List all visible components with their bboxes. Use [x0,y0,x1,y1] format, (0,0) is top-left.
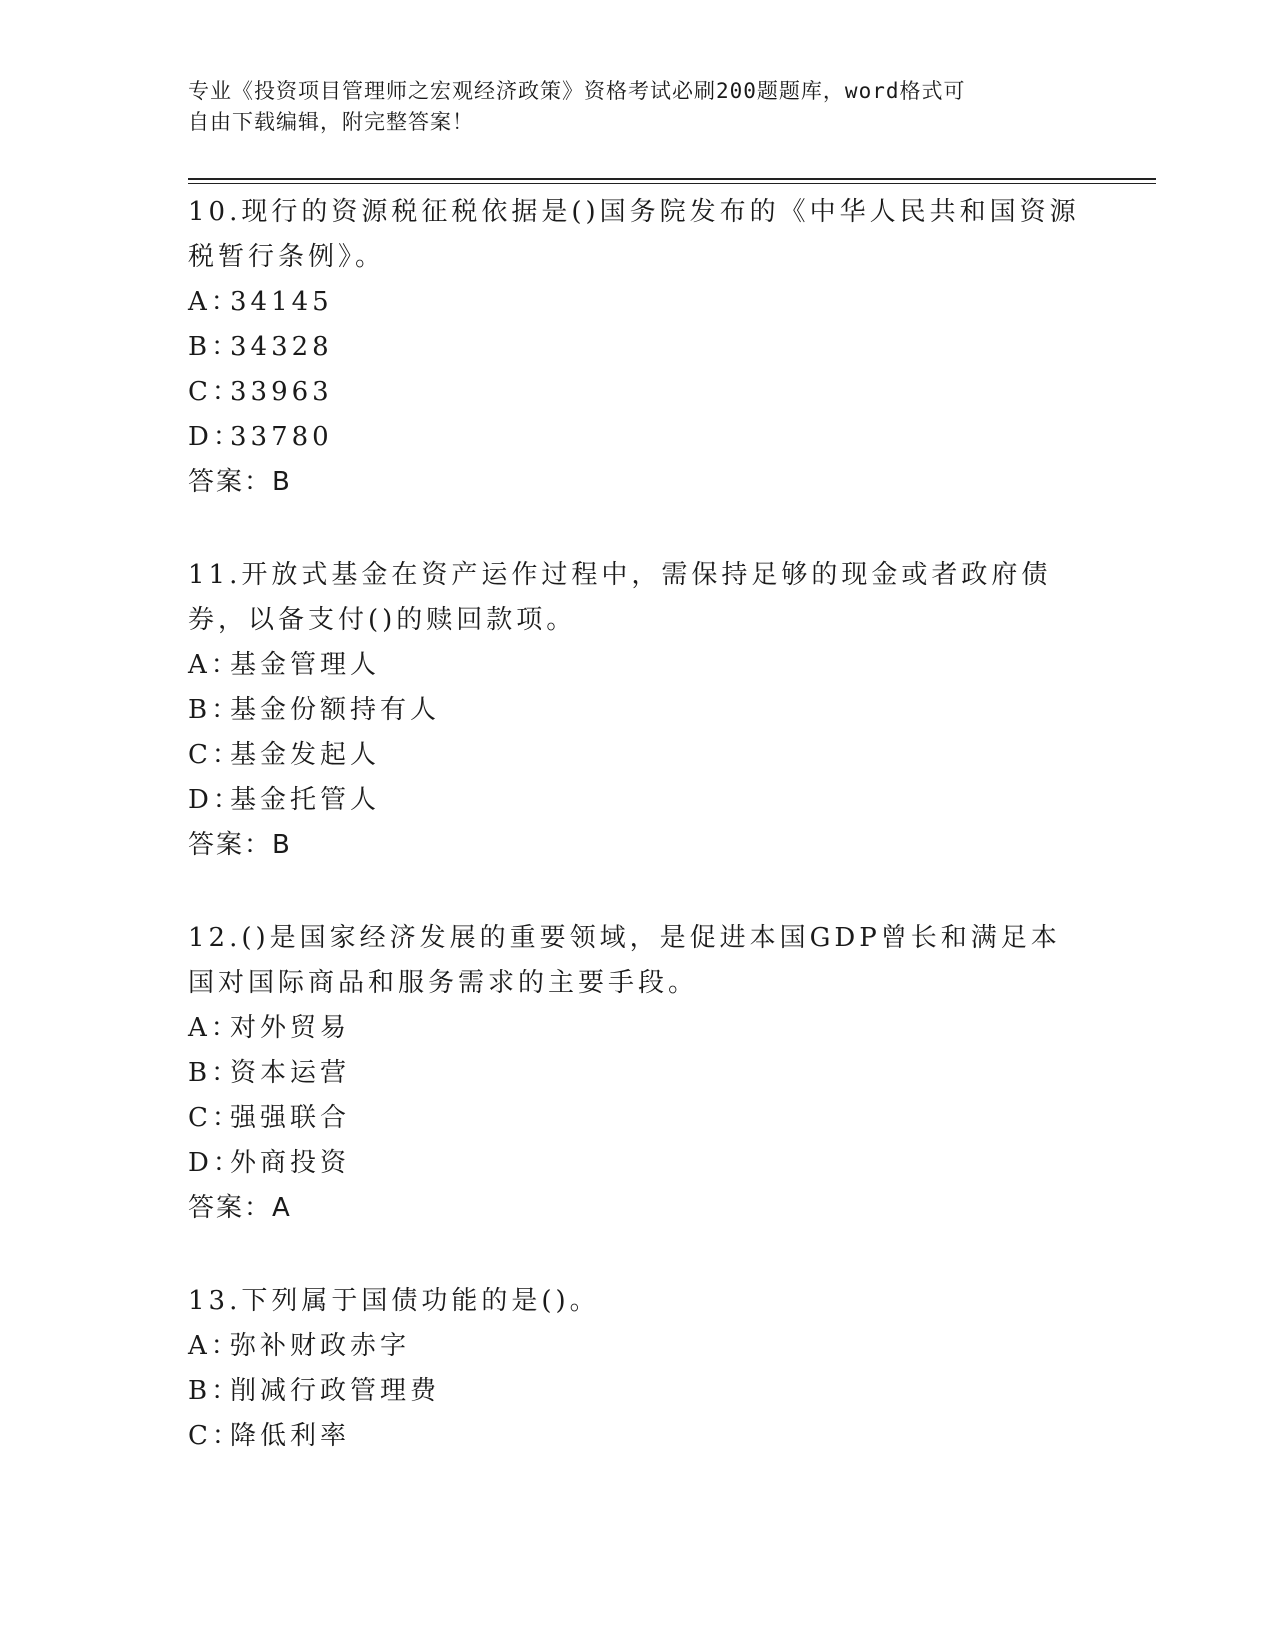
option-text: 外商投资 [230,1148,351,1178]
option-key: C： [188,1421,242,1451]
option-key: D： [188,785,243,815]
option-text: 33780 [230,422,333,452]
option-a [188,1006,1088,1051]
option-key: A： [188,650,241,680]
option-a [188,1324,1088,1369]
option-b [188,1051,1088,1096]
question-10 [188,190,1088,505]
option-key: B： [188,1376,242,1406]
option-key: B： [188,1058,242,1088]
option-b [188,325,1088,370]
question-text: 13.下列属于国债功能的是()。 [188,1286,600,1316]
option-c [188,370,1088,415]
question-text: 11.开放式基金在资产运作过程中，需保持足够的现金或者政府债券，以备支付()的赎回款项。 [188,560,1052,635]
option-b [188,688,1088,733]
option-key: D： [188,422,243,452]
option-text: 强强联合 [230,1103,351,1133]
option-key: A： [188,1013,241,1043]
question-text: 10.现行的资源税征税依据是()国务院发布的《中华人民共和国资源税暂行条例》。 [188,197,1080,272]
option-text: 34145 [230,287,333,317]
option-b [188,1369,1088,1414]
option-d [188,1141,1088,1186]
option-d [188,415,1088,460]
option-text: 基金发起人 [230,740,381,770]
option-text: 降低利率 [230,1421,351,1451]
document-header: 专业《投资项目管理师之宏观经济政策》资格考试必刷200题题库，word格式可 自由下载编辑，附完整答案！ [188,79,966,134]
option-key: C： [188,377,242,407]
option-c [188,733,1088,778]
option-text: 基金托管人 [230,785,381,815]
option-c [188,1096,1088,1141]
question-list [188,190,1088,1507]
option-text: 基金管理人 [230,650,381,680]
option-text: 对外贸易 [230,1013,351,1043]
question-text: 12.()是国家经济发展的重要领域，是促进本国GDP曾长和满足本国对国际商品和服务需求的主要手段。 [188,923,1061,998]
option-a [188,643,1088,688]
option-c [188,1414,1088,1459]
option-key: D： [188,1148,243,1178]
option-key: A： [188,1331,241,1361]
option-key: C： [188,740,242,770]
option-text: 资本运营 [230,1058,351,1088]
option-text: 基金份额持有人 [230,695,441,725]
option-text: 弥补财政赤字 [230,1331,411,1361]
option-d [188,778,1088,823]
answer-line: 答案：B [188,467,292,497]
option-key: B： [188,695,242,725]
option-text: 削减行政管理费 [230,1376,441,1406]
question-12 [188,916,1088,1231]
question-13 [188,1279,1088,1459]
option-key: C： [188,1103,242,1133]
option-text: 34328 [230,332,333,362]
answer-line: 答案：B [188,830,292,860]
option-key: A： [188,287,241,317]
question-11 [188,553,1088,868]
header-divider [188,178,1156,184]
answer-line: 答案：A [188,1193,292,1223]
option-text: 33963 [230,377,333,407]
option-a [188,280,1088,325]
option-key: B： [188,332,242,362]
